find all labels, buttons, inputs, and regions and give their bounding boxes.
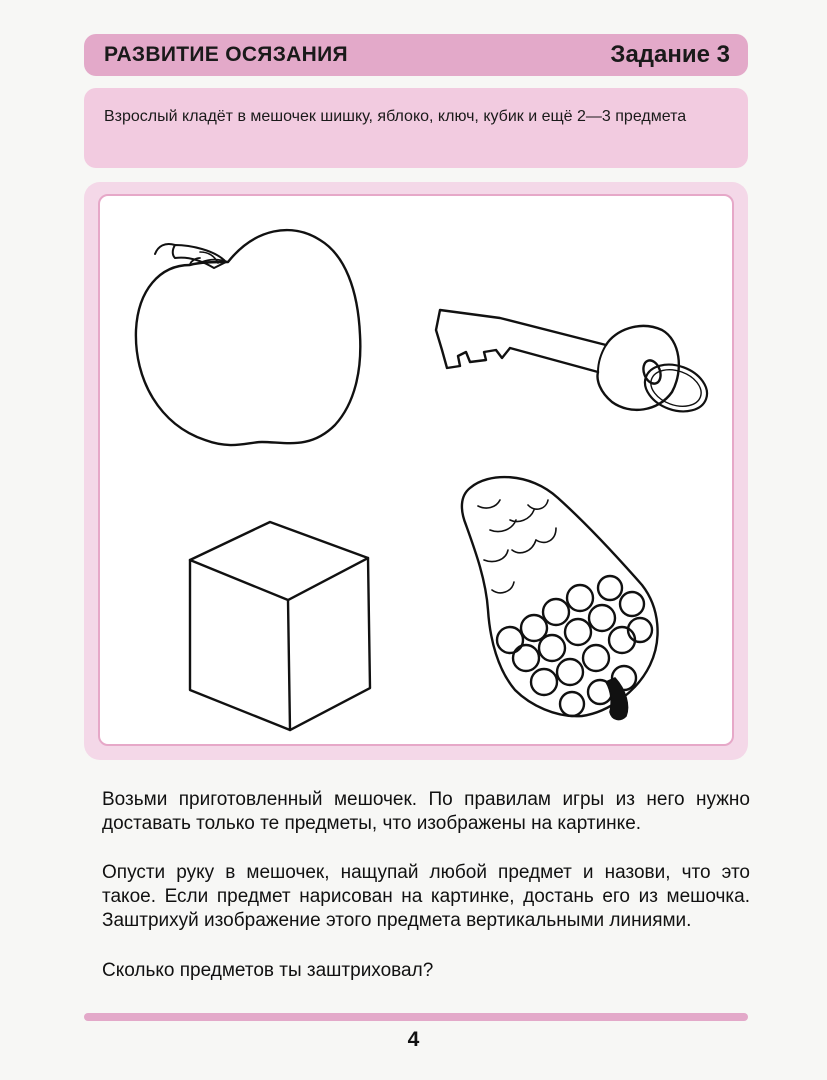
footer-bar — [84, 1013, 748, 1021]
cube-drawing — [190, 522, 370, 730]
body-paragraph-2: Опусти руку в мешочек, нащупай любой предмет и назови, что это такое. Если предмет нарисован на картинке, достань его из мешочка. Заштрихуй изображение этого предмета вертикальными линиями. — [102, 862, 750, 931]
page-number: 4 — [407, 1028, 420, 1051]
task-label: Задание 3 — [610, 41, 730, 68]
pinecone-drawing — [462, 477, 658, 719]
instruction-text: Взрослый кладёт в мешочек шишку, яблоко, ключ, кубик и ещё 2—3 предмета — [104, 108, 687, 125]
section-title: РАЗВИТИЕ ОСЯЗАНИЯ — [104, 43, 348, 66]
apple-drawing — [136, 230, 360, 445]
key-drawing — [436, 310, 714, 420]
body-paragraph-3: Сколько предметов ты заштриховал? — [102, 960, 434, 981]
body-paragraph-1: Возьми приготовленный мешочек. По правилам игры из него нужно доставать только те предметы, что изображены на картинке. — [102, 789, 750, 834]
